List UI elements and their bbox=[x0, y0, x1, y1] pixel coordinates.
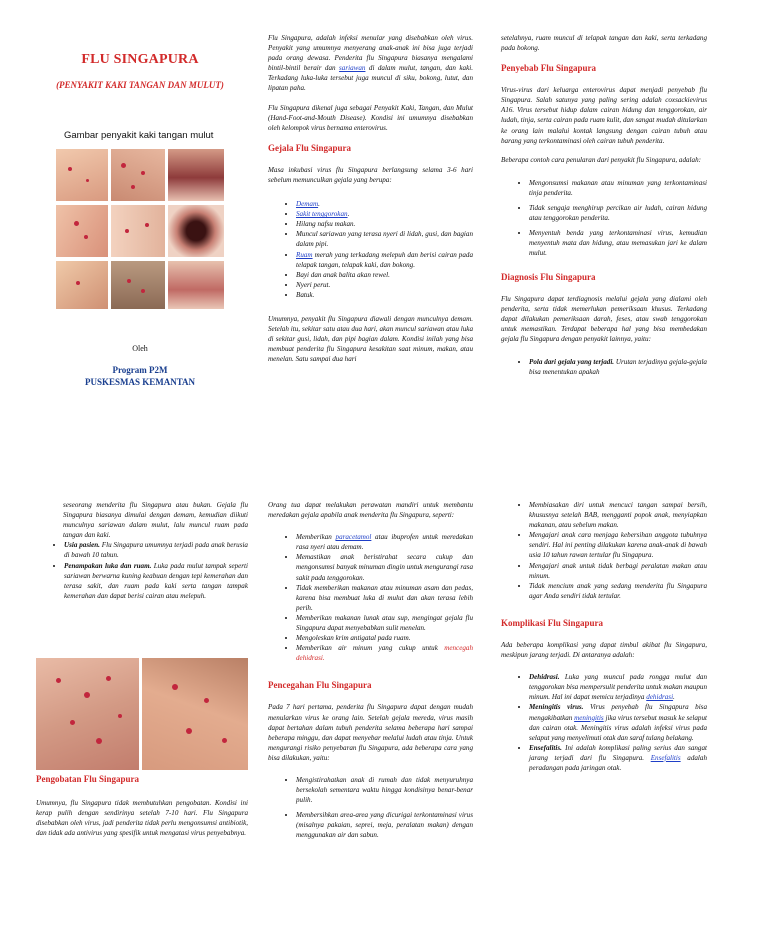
page-subtitle: (PENYAKIT KAKI TANGAN DAN MULUT) bbox=[56, 80, 224, 90]
page-title: FLU SINGAPURA bbox=[81, 52, 199, 67]
list-item: • Membersihkan area-area yang dicurigai terkontaminasi virus (misalnya pakaian, seprei, meja, peralatan makan) dengan menggunakan air dan sabun. bbox=[296, 810, 473, 840]
list-item: • Batuk. bbox=[296, 290, 473, 300]
sariawan-link[interactable]: sariawan bbox=[339, 64, 366, 73]
ruam-link[interactable]: Ruam bbox=[296, 250, 313, 259]
photo-hands-rash bbox=[36, 658, 139, 770]
author-organization bbox=[40, 364, 240, 388]
penyebab-paragraph-2: Beberapa contoh cara penularan dari penyakit flu Singapura, adalah: bbox=[501, 155, 701, 164]
continued-text: seseorang menderita flu Singapura atau bukan. Gejala flu Singapura biasanya dimulai dengan demam, kemudian diikuti munculnya sariawan dalam mulut, lalu muncul ruam pada tangan dan kaki. bbox=[63, 501, 248, 540]
column-pengobatan bbox=[36, 500, 248, 610]
continued-text: setelahnya, ruam muncul di telapak tangan dan kaki, serta terkadang pada bokong. bbox=[501, 34, 707, 53]
column-komplikasi bbox=[501, 500, 707, 782]
program-name: Program P2M bbox=[112, 365, 168, 375]
list-item: • Memberikan air minum yang cukup untuk mencegah dehidrasi. bbox=[296, 643, 473, 663]
rash-photo-pair bbox=[36, 658, 248, 770]
photo-feet bbox=[56, 149, 108, 201]
komplikasi-heading: Komplikasi Flu Singapura bbox=[501, 617, 604, 628]
photo-feet-rash bbox=[142, 658, 248, 770]
list-item: • Mengajari anak untuk tidak berbagi peralatan makan atau minum. bbox=[529, 561, 707, 581]
photo-lips bbox=[168, 261, 224, 309]
gejala-list bbox=[268, 199, 473, 300]
puskesmas-name: PUSKESMAS KEMANTAN bbox=[84, 377, 196, 387]
komplikasi-paragraph: Ada beberapa komplikasi yang dapat timbul akibat flu Singapura, meskipun jarang terjadi. Di antaranya adalah: bbox=[501, 640, 707, 660]
intro-paragraph-1: Flu Singapura, adalah infeksi menular yang disebabkan oleh virus. Penyakit yang umumnya menyerang anak-anak ini bisa juga terjadi pada orang dewasa. Penderita flu Singapura biasanya mengalami bintil-bintil berair dan sariawan di dalam mulut, tangan, dan kaki. Terkadang luka-luka tersebut juga muncul di siku, bokong, lutut, dan lipatan paha. bbox=[268, 34, 473, 93]
list-item: • Mengistirahatkan anak di rumah dan tidak menyuruhnya bersekolah sementara waktu hingga kondisinya benar-benar pulih. bbox=[296, 775, 473, 805]
pengobatan-heading: Pengobatan Flu Singapura bbox=[36, 774, 140, 784]
perawatan-list bbox=[268, 532, 473, 663]
diagnosis-list bbox=[501, 357, 707, 377]
list-item: • Menyentuh benda yang terkontaminasi virus, kemudian menyentuh mata dan hidung, atau memasukan jari ke dalam mulut. bbox=[529, 228, 707, 258]
list-item: • Nyeri perut. bbox=[296, 280, 473, 290]
pengobatan-paragraph: Umumnya, flu Singapura tidak membutuhkan pengobatan. Kondisi ini kerap pulih dengan sendirinya setelah 7-10 hari. Flu Singapura disebabkan oleh virus, jadi penderita tidak perlu mengonsumsi antibiotik, dan tidak ada antivirus yang spesifik untuk mengatasi virus penyebabnya. bbox=[36, 799, 248, 838]
list-item: • Tidak memberikan makanan atau minuman asam dan pedas, karena bisa membuat luka di mulut dan akan terasa lebih perih. bbox=[296, 583, 473, 613]
penyebab-paragraph-1: Virus-virus dari keluarga enterovirus dapat menjadi penyebab flu Singapura. Salah satunya yang paling sering adalah coxsackievirus A16. Virus tersebut hidup dalam cairan hidung dan tenggorokan, air ludah, tinja, serta cairan pada ruam kulit, dan sangat mudah ditularkan ke orang lain malalui kontak langsung dengan cairan tubuh atau barang yang terkontaminasi oleh cairan tubuh penderita. bbox=[501, 86, 707, 145]
dehidrasi-link[interactable]: dehidrasi bbox=[646, 693, 674, 702]
list-item: • Usia pasien. Flu Singapura umumnya terjadi pada anak berusia di bawah 10 tahun. bbox=[64, 540, 248, 560]
gejala-outro: Umumnya, penyakit flu Singapura diawali dengan munculnya demam. Setelah itu, sekitar satu atau dua hari, akan muncul sariawan atau luka di sekitar gusi, lidah, dan pipi bagian dalam. Kondisi inilah yang bisa membuat penderita flu Singapura kesakitan saat minum, makan, atau menelan. Satu sampai dua hari bbox=[268, 314, 473, 364]
list-item: • Dehidrasi. Luka yang muncul pada rongga mulut dan tenggorokan bisa mempersulit penderita untuk makan maupun minum. Hal ini dapat memicu terjadinya dehidrasi. bbox=[529, 672, 707, 702]
list-item: • Mengajari anak cara menjaga kebersihan anggota tubuhnya sendiri. Hal ini penting dilakukan karena anak-anak di bawah usia 10 tahun rawan tertular flu Singapura. bbox=[529, 530, 707, 560]
diagnosis-list-continued bbox=[36, 540, 248, 601]
pengobatan-section bbox=[36, 773, 248, 847]
list-item: • Memastikan anak beristirahat secara cukup dan mengonsumsi banyak minuman dingin untuk mengurangi rasa sakit pada tenggorokan. bbox=[296, 552, 473, 582]
list-item: • Tidak sengaja menghirup percikan air ludah, cairan hidung atau tenggorokan penderita. bbox=[529, 203, 707, 223]
pencegahan-paragraph: Pada 7 hari pertama, penderita flu Singapura dapat dengan mudah menularkan virus ke orang lain. Setelah gejala mereda, virus masih dapat bertahan dalam tubuh penderita selama beberapa hari sampai beberapa minggu, dan dapat menyebar melalui ludah atau tinja. Untuk mengurangi risiko penyebaran flu Singapura, ada beberapa cara yang bisa dilakukan, yaitu: bbox=[268, 703, 473, 762]
sakit-tenggorokan-link[interactable]: Sakit tenggorokan bbox=[296, 210, 348, 219]
gejala-heading: Gejala Flu Singapura bbox=[268, 142, 352, 153]
list-item[interactable]: • Demam. bbox=[296, 199, 473, 209]
paracetamol-link[interactable]: paracetamol bbox=[335, 533, 372, 542]
list-item[interactable]: • Memberikan paracetamol atau ibuprofen untuk meredakan rasa nyeri atau demam. bbox=[296, 532, 473, 552]
symptom-photo-collage bbox=[56, 125, 224, 309]
demam-link[interactable]: Demam bbox=[296, 200, 319, 209]
diagnosis-paragraph: Flu Singapura dapat terdiagnosis melalui gejala yang dialami oleh penderita, serta tidak memerlukan pemeriksaan khusus. Terkadang dapat dilakukan pemeriksaan darah, feses, atau swab tenggorokan untuk memastikan. Terdapat beberapa hal yang bisa membedakan gejala flu Singapura dengan penyakit lainnya, yaitu: bbox=[501, 294, 707, 343]
column-penyebab bbox=[501, 33, 707, 386]
penyebab-heading: Penyebab Flu Singapura bbox=[501, 63, 597, 74]
gejala-intro: Masa inkubasi virus flu Singapura berlangsung selama 3-6 hari sebelum memunculkan gejala yang berupa: bbox=[268, 165, 473, 184]
list-item: • Mengonsumsi makanan atau minuman yang terkontaminasi tinja penderita. bbox=[529, 178, 707, 198]
pencegahan-list-continued bbox=[501, 500, 707, 601]
penularan-list bbox=[501, 178, 707, 259]
list-item[interactable]: • Sakit tenggorokan. bbox=[296, 209, 473, 219]
photo-palm bbox=[56, 205, 108, 257]
intro-paragraph-2: Flu Singapura dikenal juga sebagai Penyakit Kaki, Tangan, dan Mulut (Hand-Foot-and-Mouth Disease). Kondisi ini umumnya disebabkan oleh kelompok virus bernama enterovirus. bbox=[268, 103, 473, 132]
column-pencegahan bbox=[268, 500, 473, 850]
list-item: • Muncul sariawan yang terasa nyeri di lidah, gusi, dan bagian dalam pipi. bbox=[296, 229, 473, 249]
list-item[interactable]: • Ruam merah yang terkadang melepuh dan berisi cairan pada telapak tangan, telapak kaki, dan bokong. bbox=[296, 250, 473, 270]
photo-open-mouth bbox=[168, 205, 224, 257]
list-item: • Membiasakan diri untuk mencuci tangan sampai bersih, khususnya setelah BAB, mengganti popok anak, menyiapkan makanan, atau sebelum makan. bbox=[529, 500, 707, 530]
column-intro bbox=[268, 33, 473, 373]
meningitis-link[interactable]: meningitis bbox=[574, 713, 604, 722]
list-item: • Ensefalitis. Ini adalah komplikasi paling serius dan sangat jarang terjadi dari flu Singapura. Ensefalitis adalah peradangan pada jaringan otak. bbox=[529, 743, 707, 773]
pencegahan-list bbox=[268, 775, 473, 841]
komplikasi-list bbox=[501, 672, 707, 773]
photo-sole bbox=[56, 261, 108, 309]
list-item: • Memberikan makanan lunak atau sup, mengingat gejala flu Singapura dapat menyebabkan sulit menelan. bbox=[296, 613, 473, 633]
photo-foot-rash bbox=[111, 261, 165, 309]
list-item: • Meningitis virus. Virus penyebab flu Singapura bisa mengakibatkan meningitis jika virus tersebut masuk ke selaput dan cairan otak. Meningitis virus adalah infeksi virus pada selaput yang menyelimuti otak dan saraf tulang belakang. bbox=[529, 702, 707, 742]
perawatan-intro: Orang tua dapat melakukan perawatan mandiri untuk membantu meredakan gejala apabila anak menderita flu Singapura, seperti: bbox=[268, 501, 473, 520]
photo-hands bbox=[111, 149, 165, 201]
photo-mouth bbox=[168, 149, 224, 201]
ensefalitis-link[interactable]: Ensefalitis bbox=[650, 753, 681, 762]
list-item: • Penampakan luka dan ruam. Luka pada mulut tampak seperti sariawan berwarna kuning keabuan dengan tepi kemerahan dan terasa sakit, dan ruam pada kaki serta tangan tampak kemerahan dan dapat berisi cairan atau melepuh. bbox=[64, 561, 248, 601]
list-item: • Pola dari gejala yang terjadi. Urutan terjadinya gejala-gejala bisa menentukan apakah bbox=[529, 357, 707, 377]
author-label: Oleh bbox=[132, 344, 148, 353]
pencegahan-heading: Pencegahan Flu Singapura bbox=[268, 680, 372, 691]
list-item: • Hilang nafsu makan. bbox=[296, 219, 473, 229]
diagnosis-heading: Diagnosis Flu Singapura bbox=[501, 271, 596, 282]
list-item: • Mengoleskan krim antigatal pada ruam. bbox=[296, 633, 473, 643]
photo-fingers bbox=[111, 205, 165, 257]
mencegah-dehidrasi-link[interactable]: mencegah dehidrasi. bbox=[296, 644, 473, 663]
collage-caption: Gambar penyakit kaki tangan mulut bbox=[64, 130, 214, 141]
list-item: • Tidak mencium anak yang sedang menderita flu Singapura agar Anda sendiri tidak tertular. bbox=[529, 581, 707, 601]
list-item: • Bayi dan anak balita akan rewel. bbox=[296, 270, 473, 280]
